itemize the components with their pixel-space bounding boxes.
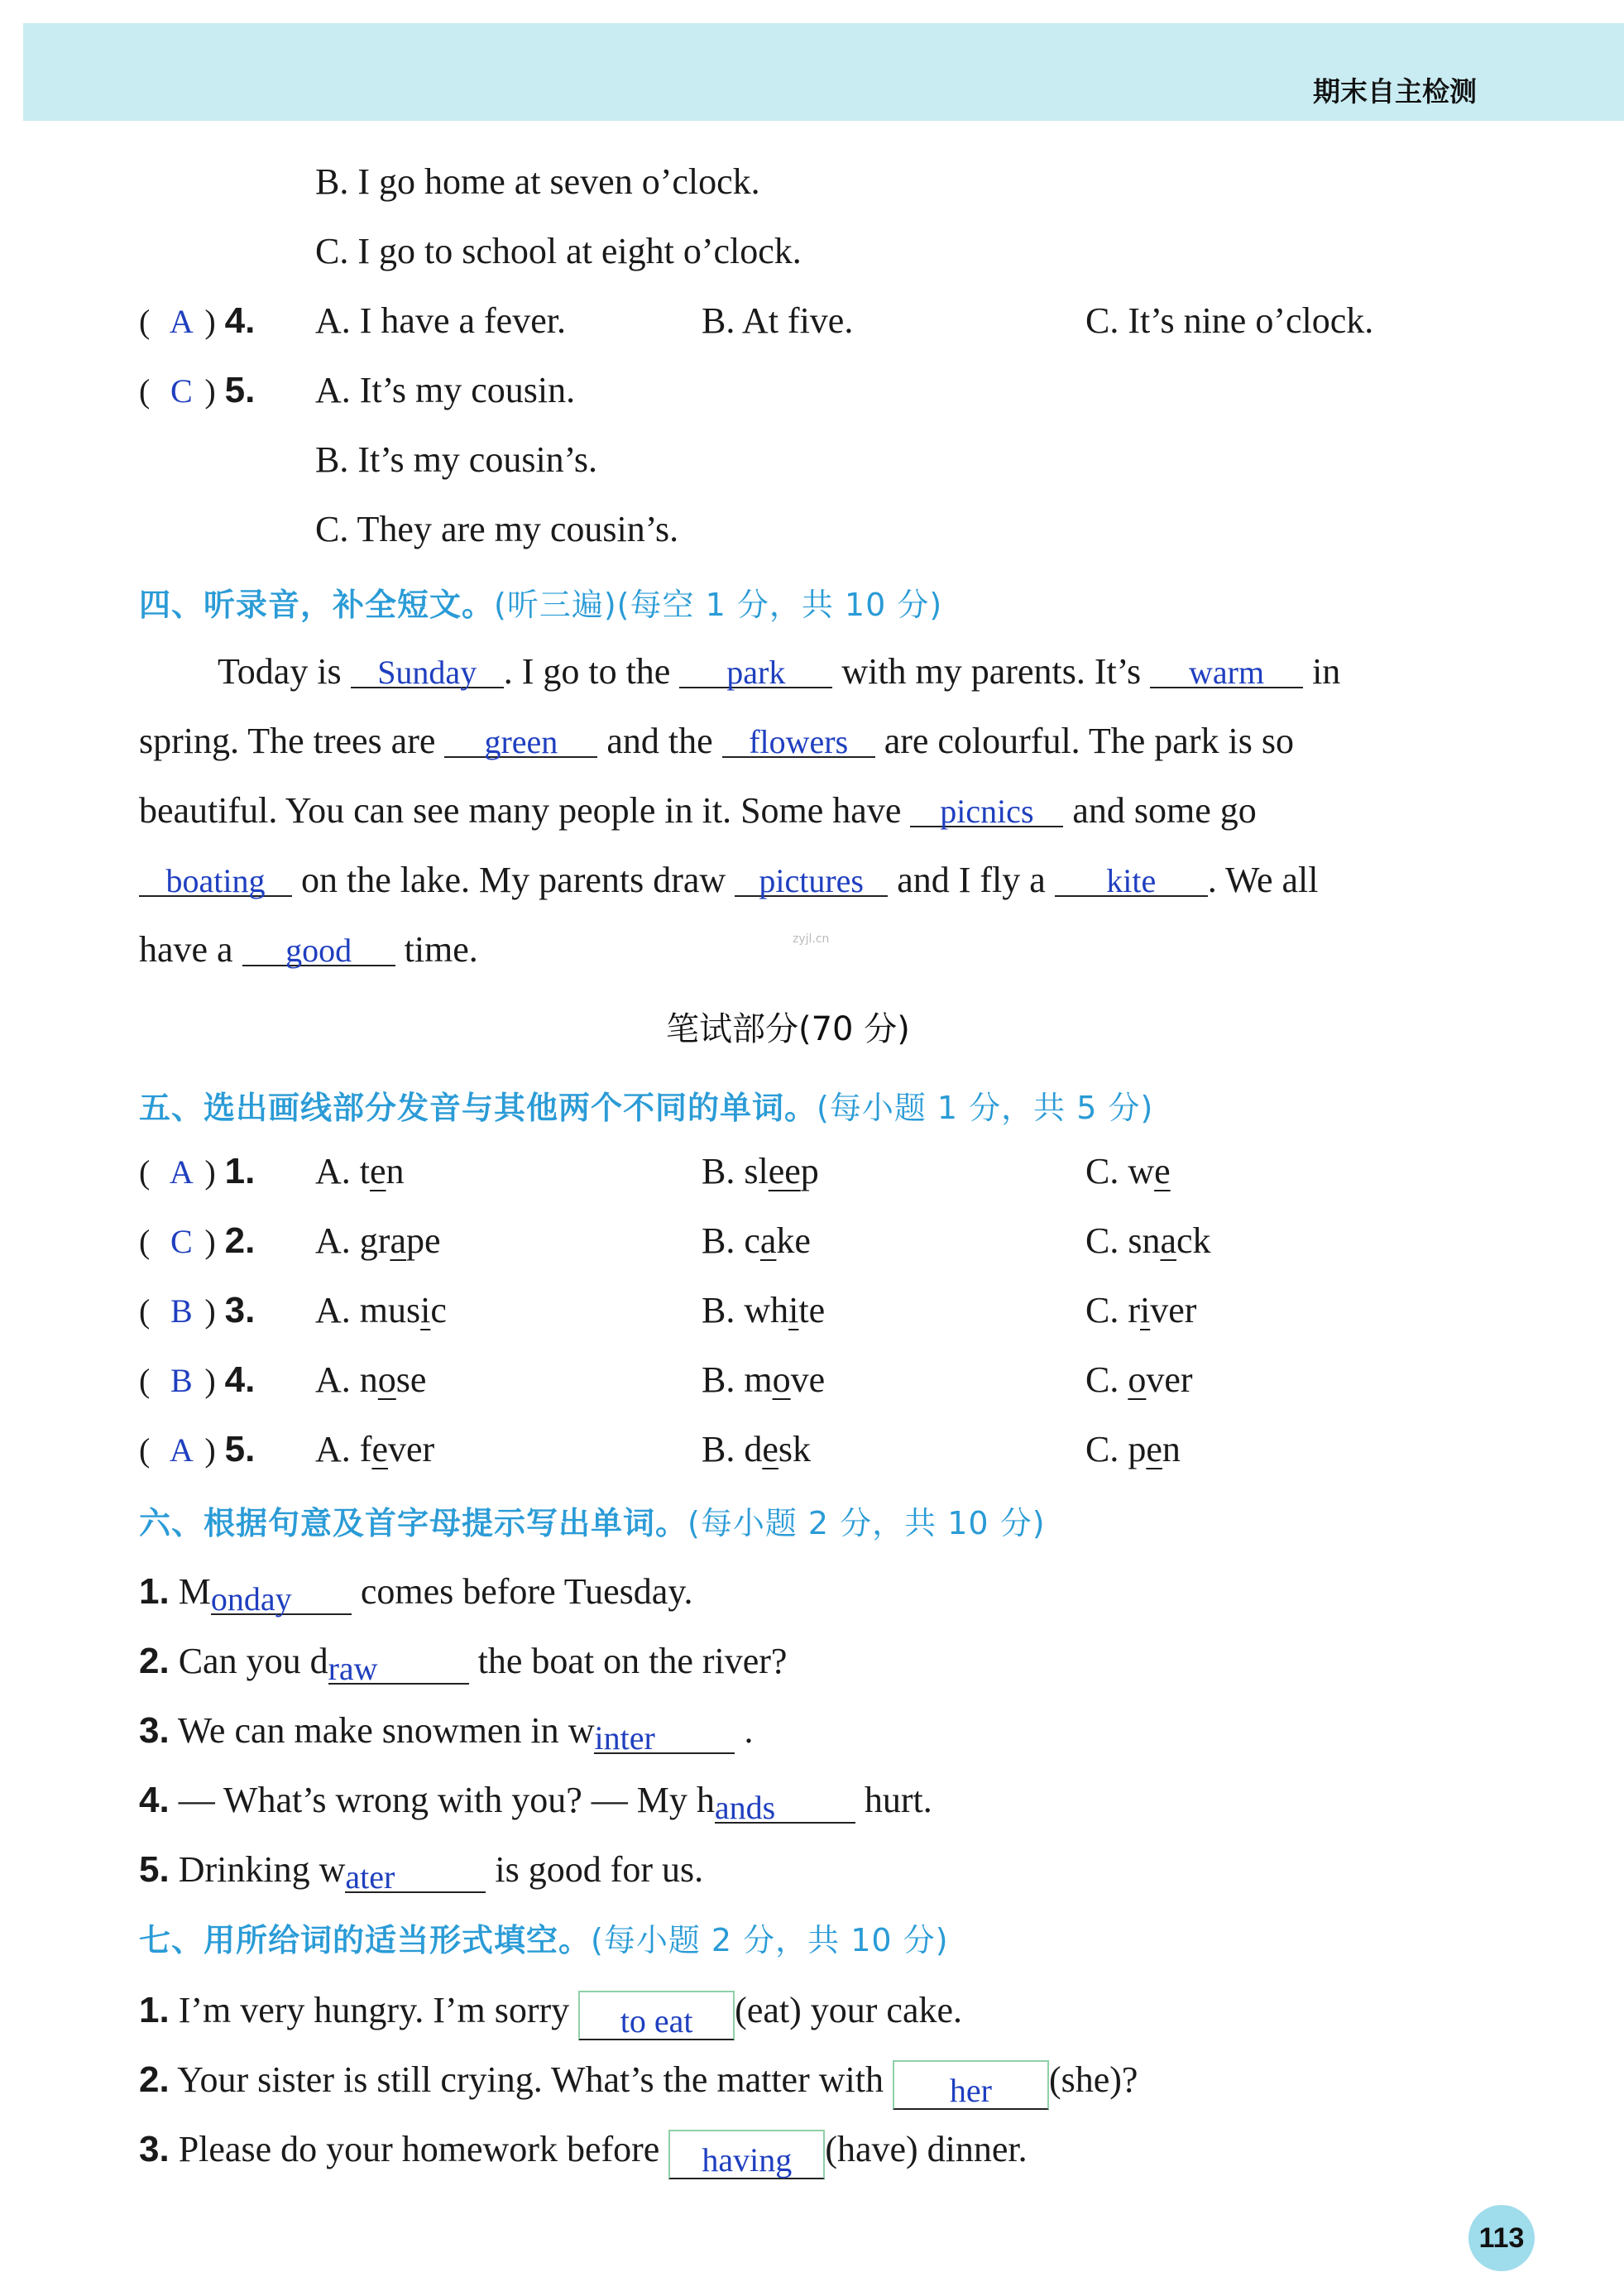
option-b — [702, 1431, 811, 1468]
blank-4: green — [444, 718, 597, 758]
q4-row: ( A ) 4. — [139, 300, 256, 341]
option-text: A. n — [315, 1359, 378, 1400]
section7-item — [139, 1991, 962, 2040]
answer-blank: raw — [328, 1645, 469, 1685]
watermark: zyjl.cn — [793, 932, 830, 946]
option-text: p — [800, 1151, 819, 1191]
underlined-letters: a — [759, 1220, 777, 1261]
q5-answer: C — [170, 372, 193, 410]
option-c — [1085, 1431, 1181, 1468]
option-b — [702, 1153, 819, 1190]
passage-text: beautiful. You can see many people in it. Some have — [139, 790, 902, 831]
underlined-letters: i — [788, 1290, 799, 1330]
sentence-text: We can make snowmen in — [177, 1710, 559, 1751]
blank-6: picnics — [910, 788, 1063, 827]
underlined-letters: ee — [768, 1151, 801, 1191]
option-text: n — [1162, 1429, 1181, 1469]
q4-option-c: C. It’s nine o’clock. — [1085, 300, 1374, 341]
section5-item: ( B ) 4. — [139, 1359, 256, 1400]
option-text: sk — [778, 1429, 812, 1469]
option-a — [315, 1220, 441, 1261]
blank-2: park — [679, 649, 832, 688]
section6-heading — [139, 1498, 1046, 1543]
option-text: ve — [790, 1359, 826, 1400]
q3-option-c: C. I go to school at eight o’clock. — [315, 231, 802, 271]
option-text: se — [395, 1359, 427, 1400]
initial-letter: w — [568, 1710, 595, 1751]
page-number: 113 — [1468, 2205, 1535, 2271]
passage-text: spring. The trees are — [139, 721, 436, 761]
answer: B — [170, 1362, 193, 1399]
section5-note: (每小题 1 分，共 5 分) — [817, 1090, 1154, 1126]
q5-option-b: B. It’s my cousin’s. — [315, 439, 598, 480]
q4-option-a: A. I have a fever. — [315, 300, 566, 341]
passage-text: . We all — [1207, 860, 1319, 900]
answer: C — [170, 1223, 193, 1260]
answer: A — [169, 1431, 194, 1469]
sentence-text: hurt. — [864, 1780, 932, 1820]
section5-title: 五、选出画线部分发音与其他两个不同的单词。 — [139, 1090, 817, 1126]
underlined-letters: i — [1140, 1290, 1151, 1330]
item-number: 5. — [224, 1429, 256, 1469]
item-number: 1. — [139, 1990, 170, 2030]
section5-heading — [139, 1082, 1153, 1128]
option-text: C. sn — [1085, 1220, 1161, 1261]
blank-9: kite — [1055, 857, 1208, 897]
option-a — [315, 1292, 447, 1329]
sentence-text: is good for us. — [495, 1849, 704, 1890]
option-text: A. t — [315, 1151, 370, 1191]
item-number: 3. — [139, 2129, 170, 2169]
option-text: ke — [776, 1220, 811, 1261]
option-text: n — [386, 1151, 405, 1191]
option-b — [702, 1292, 825, 1329]
sentence-text: Drinking — [178, 1849, 310, 1890]
option-text: A. f — [315, 1429, 372, 1469]
section7-heading — [139, 1915, 949, 1960]
section6-item — [139, 1638, 788, 1687]
q4-answer: A — [169, 303, 194, 340]
section5-item: ( B ) 3. — [139, 1290, 256, 1330]
q4-number: 4. — [224, 300, 256, 341]
option-c — [1085, 1220, 1211, 1261]
initial-letter: M — [178, 1571, 211, 1612]
passage-text: in — [1312, 651, 1341, 692]
option-text: ver — [1150, 1290, 1197, 1330]
answer-blank: onday — [211, 1575, 352, 1615]
section7-note: (每小题 2 分，共 10 分) — [591, 1922, 949, 1958]
underlined-letters: o — [1128, 1359, 1147, 1400]
underlined-letters: e — [370, 1151, 386, 1191]
passage-text: . I go to the — [503, 651, 671, 692]
option-text: B. wh — [702, 1290, 789, 1330]
passage-text: and the — [606, 721, 713, 761]
option-text: B. sl — [702, 1151, 769, 1191]
sentence-text: — What’s wrong with you? — My — [178, 1780, 687, 1820]
passage-text: Today is — [218, 651, 342, 692]
option-text: c — [430, 1290, 447, 1330]
section6-item — [139, 1569, 693, 1618]
section7-item — [139, 2060, 1138, 2110]
item-number: 1. — [224, 1151, 256, 1191]
q5-row: ( C ) 5. — [139, 370, 256, 410]
section5-item: ( C ) 2. — [139, 1220, 256, 1261]
option-a — [315, 1431, 434, 1468]
item-number: 2. — [224, 1220, 256, 1261]
section5-item: ( A ) 5. — [139, 1429, 256, 1469]
option-text: te — [798, 1290, 826, 1330]
sentence-text: I’m very hungry. I’m sorry — [178, 1990, 570, 2030]
option-c — [1085, 1153, 1171, 1190]
underlined-letters: o — [772, 1359, 791, 1400]
option-text: pe — [405, 1220, 441, 1261]
passage-text: with my parents. It’s — [841, 651, 1142, 692]
blank-3: warm — [1150, 649, 1303, 688]
item-number: 2. — [139, 1641, 170, 1681]
section4-note: (听三遍)(每空 1 分，共 10 分) — [494, 587, 943, 623]
section4-heading — [139, 579, 942, 625]
written-part-title: 笔试部分(70 分) — [666, 1010, 910, 1048]
section4-title: 四、听录音，补全短文。 — [139, 587, 495, 623]
underlined-letters: e — [1154, 1151, 1171, 1191]
section6-item — [139, 1708, 754, 1757]
section6-title: 六、根据句意及首字母提示写出单词。 — [139, 1505, 688, 1541]
initial-letter: w — [319, 1849, 346, 1890]
sentence-text: comes before Tuesday. — [360, 1571, 693, 1612]
option-text: C. p — [1085, 1429, 1147, 1469]
section6-item — [139, 1847, 704, 1896]
answer-box: to eat — [578, 1991, 735, 2040]
sentence-text: Your sister is still crying. What’s the matter with — [177, 2059, 884, 2100]
underlined-letters: e — [1146, 1429, 1162, 1469]
sentence-text: (have) dinner. — [825, 2129, 1028, 2169]
option-text: A. gr — [315, 1220, 390, 1261]
passage-text: and some go — [1072, 790, 1257, 831]
section5-item: ( A ) 1. — [139, 1151, 256, 1191]
answer: B — [170, 1292, 193, 1330]
option-b — [702, 1359, 826, 1400]
option-text: A. mus — [315, 1290, 421, 1330]
option-text: C. r — [1085, 1290, 1140, 1330]
initial-letter: h — [696, 1780, 715, 1820]
blank-5: flowers — [722, 718, 875, 758]
page-header-title: 期末自主检测 — [1313, 75, 1477, 108]
passage-text: on the lake. My parents draw — [301, 860, 726, 900]
q5-option-c: C. They are my cousin’s. — [315, 509, 679, 549]
option-text: C. w — [1085, 1151, 1155, 1191]
answer-box: her — [893, 2060, 1049, 2110]
blank-10: good — [242, 927, 395, 966]
section7-item — [139, 2130, 1028, 2179]
option-c — [1085, 1359, 1193, 1400]
option-b — [702, 1220, 811, 1261]
sentence-text: . — [744, 1710, 754, 1751]
option-text: ver — [1146, 1359, 1193, 1400]
option-text: C. — [1085, 1359, 1128, 1400]
sentence-text: (she)? — [1048, 2059, 1138, 2100]
item-number: 4. — [224, 1359, 256, 1400]
option-text: ver — [387, 1429, 435, 1469]
initial-letter: d — [309, 1641, 328, 1681]
answer-blank: ater — [345, 1853, 486, 1893]
blank-8: pictures — [735, 857, 888, 897]
passage-text: are colourful. The park is so — [884, 721, 1294, 761]
sentence-text: Can you — [178, 1641, 301, 1681]
blank-1: Sunday — [351, 649, 504, 688]
answer-box: having — [668, 2130, 825, 2179]
underlined-letters: i — [420, 1290, 431, 1330]
answer: A — [169, 1153, 194, 1191]
item-number: 1. — [139, 1571, 170, 1612]
item-number: 2. — [139, 2059, 170, 2100]
underlined-letters: e — [762, 1429, 778, 1469]
underlined-letters: a — [390, 1220, 406, 1261]
underlined-letters: a — [1160, 1220, 1177, 1261]
sentence-text: Please do your homework before — [178, 2129, 660, 2169]
passage-text: have a — [139, 929, 233, 970]
q5-number: 5. — [224, 370, 256, 410]
section7-title: 七、用所给词的适当形式填空。 — [139, 1922, 592, 1958]
section6-note: (每小题 2 分，共 10 分) — [687, 1505, 1046, 1541]
item-number: 4. — [139, 1780, 170, 1820]
q5-option-a: A. It’s my cousin. — [315, 370, 576, 410]
item-number: 3. — [139, 1710, 170, 1751]
option-a — [315, 1359, 427, 1400]
option-text: B. d — [702, 1429, 763, 1469]
passage-text: and I fly a — [897, 860, 1046, 900]
item-number: 5. — [139, 1849, 170, 1890]
sentence-text: (eat) your cake. — [735, 1990, 962, 2030]
answer-blank: ands — [715, 1784, 855, 1824]
section6-item — [139, 1777, 932, 1826]
option-text: B. m — [702, 1359, 773, 1400]
passage-text: time. — [404, 929, 478, 970]
blank-7: boating — [139, 857, 292, 897]
q4-option-b: B. At five. — [702, 300, 854, 341]
item-number: 3. — [224, 1290, 256, 1330]
option-a — [315, 1153, 405, 1190]
option-text: ck — [1176, 1220, 1211, 1261]
answer-blank: inter — [594, 1714, 735, 1754]
option-text: B. c — [702, 1220, 760, 1261]
underlined-letters: e — [371, 1429, 388, 1469]
option-c — [1085, 1292, 1196, 1329]
underlined-letters: o — [377, 1359, 396, 1400]
q3-option-b: B. I go home at seven o’clock. — [315, 161, 760, 202]
sentence-text: the boat on the river? — [477, 1641, 788, 1681]
